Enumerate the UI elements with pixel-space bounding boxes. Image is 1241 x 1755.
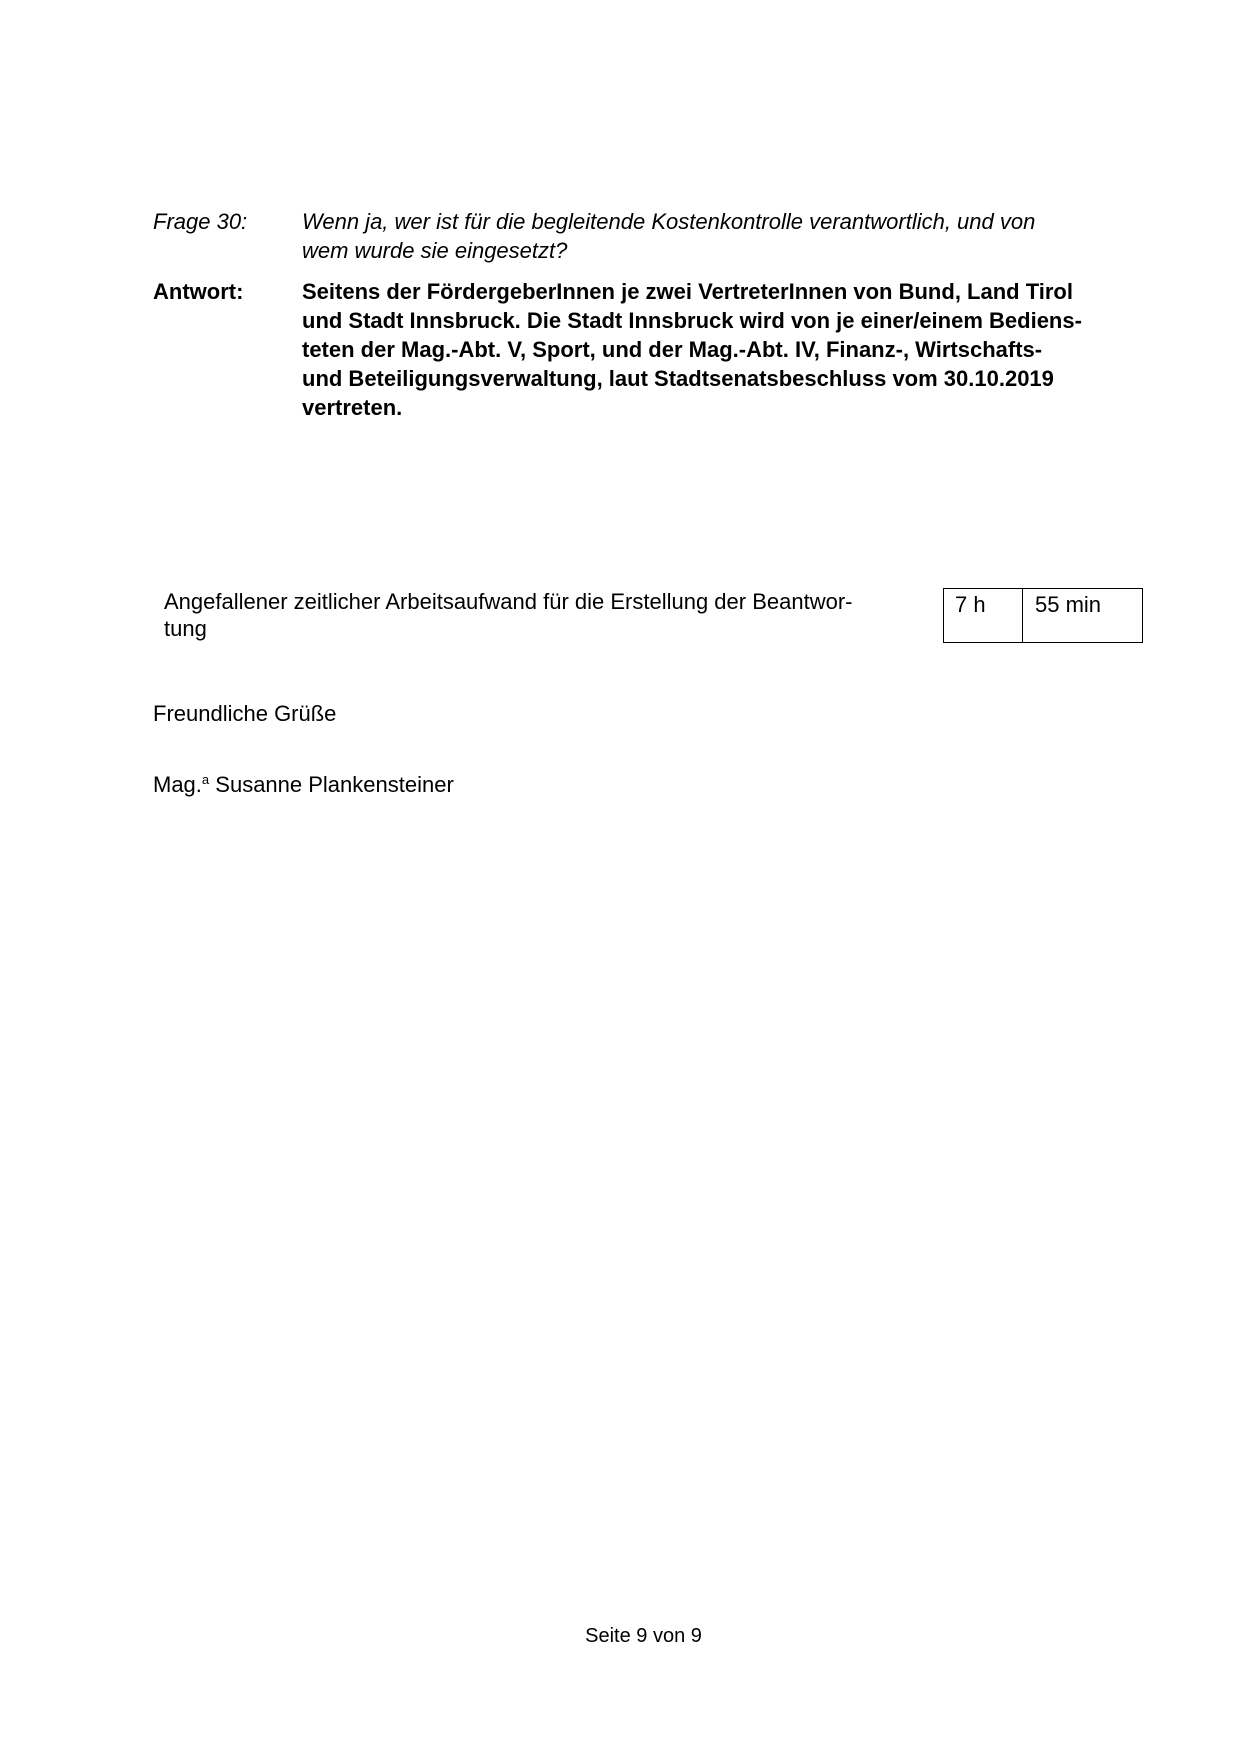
- answer-line: vertreten.: [302, 395, 403, 420]
- question-line: Wenn ja, wer ist für die begleitende Kostenkontrolle verantwortlich, und von: [302, 209, 1036, 234]
- answer-label: Antwort:: [153, 279, 244, 304]
- effort-label-line: tung: [164, 616, 207, 641]
- signature-prefix: Mag.: [153, 772, 202, 797]
- signature-name: Susanne Plankensteiner: [215, 772, 454, 797]
- effort-hours: 7 h: [944, 589, 1023, 642]
- answer-line: und Beteiligungsverwaltung, laut Stadtsenatsbeschluss vom 30.10.2019: [302, 366, 1054, 391]
- answer-line: und Stadt Innsbruck. Die Stadt Innsbruck wird von je einer/einem Bediens-: [302, 308, 1082, 333]
- page-number: Seite 9 von 9: [585, 1625, 702, 1647]
- question-line: wem wurde sie eingesetzt?: [302, 238, 568, 263]
- effort-minutes: 55 min: [1035, 592, 1102, 617]
- answer-text: [302, 277, 1132, 422]
- answer-line: Seitens der FördergeberInnen je zwei VertreterInnen von Bund, Land Tirol: [302, 279, 1073, 304]
- signature-superscript: a: [201, 772, 210, 787]
- effort-table: [943, 588, 1143, 643]
- answer-line: teten der Mag.-Abt. V, Sport, und der Mag.-Abt. IV, Finanz-, Wirtschafts-: [302, 337, 1043, 362]
- effort-label: [164, 588, 853, 642]
- signature: [153, 771, 454, 799]
- effort-label-line: Angefallener zeitlicher Arbeitsaufwand für die Erstellung der Beantwor-: [164, 589, 853, 614]
- question-text: [302, 207, 1132, 265]
- closing-greeting: Freundliche Grüße: [153, 701, 337, 726]
- question-label: Frage 30:: [153, 209, 248, 234]
